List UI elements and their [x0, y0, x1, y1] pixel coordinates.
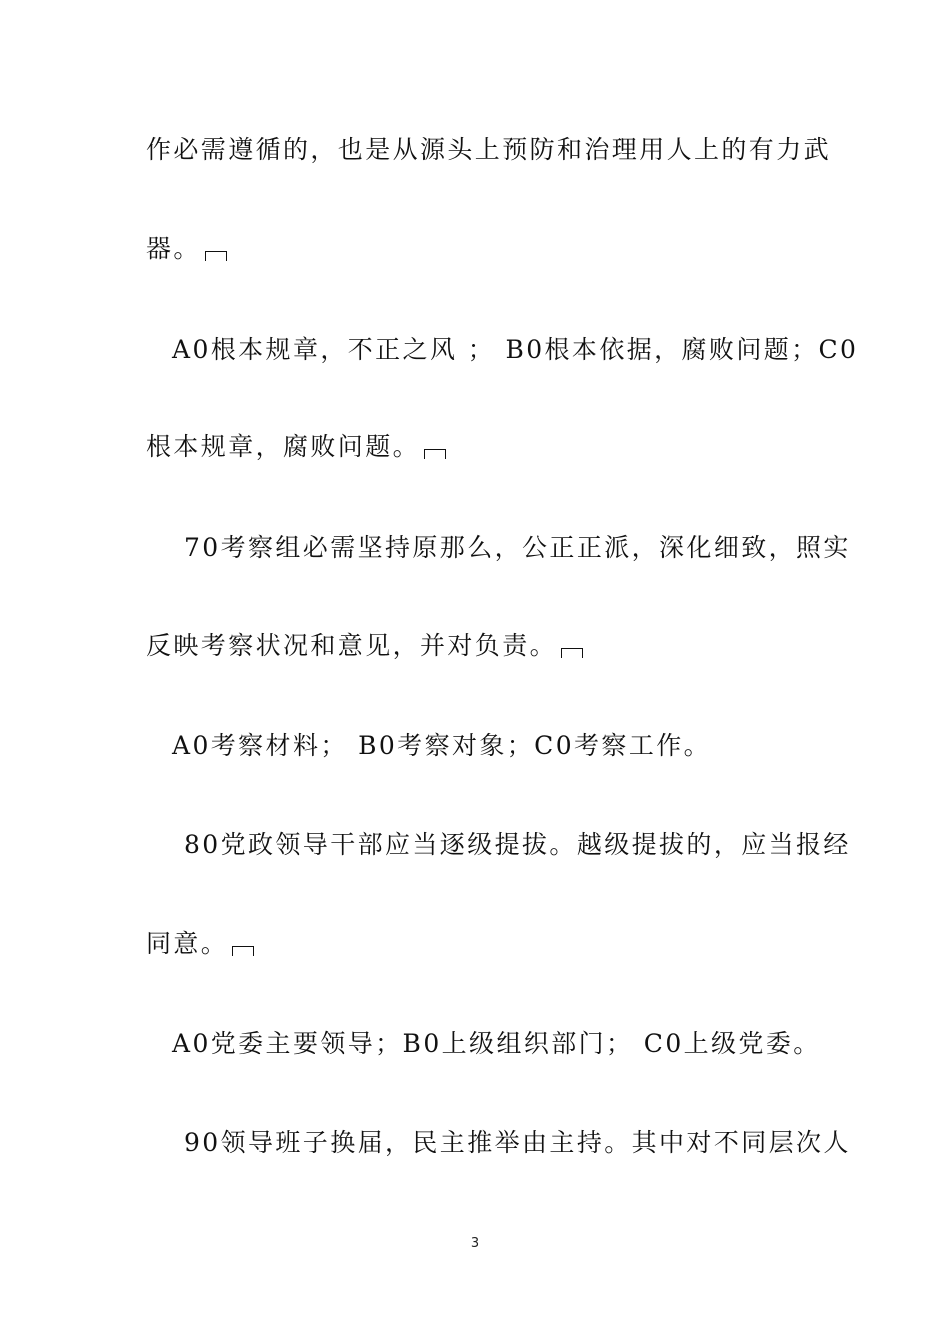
page-number: 3 — [470, 1236, 480, 1251]
text-line-9: 同意。 — [146, 929, 254, 959]
text-line-6: 反映考察状况和意见，并对负责。 — [146, 631, 583, 661]
answer-blank-mark — [232, 946, 254, 956]
answer-blank-mark — [205, 251, 227, 261]
text-line-8: 80党政领导干部应当逐级提拔。越级提拔的，应当报经 — [184, 830, 851, 859]
text-line-1: 作必需遵循的，也是从源头上预防和治理用人上的有力武 — [146, 135, 832, 164]
answer-blank-mark — [561, 648, 583, 658]
text-line-2: 器。 — [146, 234, 227, 264]
answer-blank-mark — [424, 449, 446, 459]
text-line-3: A0根本规章，不正之风 ； B0根本依据，腐败问题；C0 — [172, 335, 859, 364]
text-line-10: A0党委主要领导；B0上级组织部门； C0上级党委。 — [172, 1029, 821, 1058]
text-line-11: 90领导班子换届，民主推举由主持。其中对不同层次人 — [184, 1128, 851, 1157]
text-line-4: 根本规章，腐败问题。 — [146, 432, 446, 462]
text-line-7: A0考察材料； B0考察对象；C0考察工作。 — [172, 731, 712, 760]
text-line-5: 70考察组必需坚持原那么，公正正派，深化细致，照实 — [184, 533, 851, 562]
